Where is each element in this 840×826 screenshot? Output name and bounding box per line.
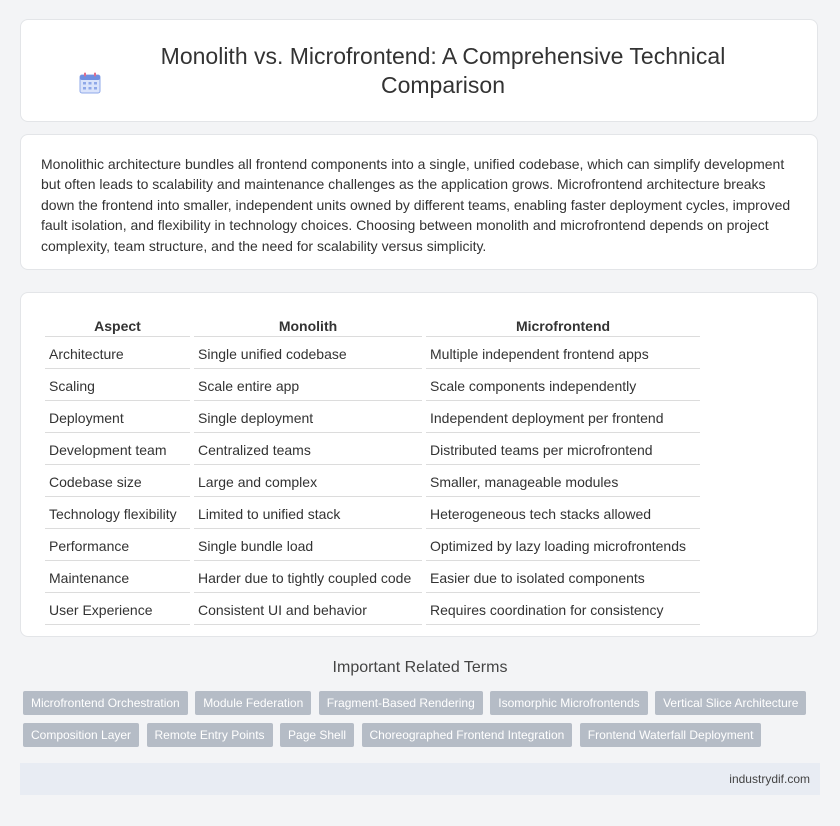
cell-aspect: Performance: [45, 531, 190, 561]
cell-microfrontend: Optimized by lazy loading microfrontends: [426, 531, 700, 561]
related-term-tag[interactable]: Vertical Slice Architecture: [655, 691, 806, 715]
table-row: [45, 467, 700, 497]
table-row: [45, 339, 700, 369]
footer: [20, 763, 820, 795]
page-title: Monolith vs. Microfrontend: A Comprehensive Technical Comparison: [160, 42, 726, 98]
cell-aspect: Architecture: [45, 339, 190, 369]
comparison-card: [20, 292, 818, 637]
title-card: [20, 19, 818, 122]
header-aspect: Aspect: [45, 315, 190, 337]
cell-monolith: Large and complex: [194, 467, 422, 497]
header-monolith: Monolith: [194, 315, 422, 337]
title-wrap: [79, 42, 759, 100]
cell-aspect: Codebase size: [45, 467, 190, 497]
cell-monolith: Consistent UI and behavior: [194, 595, 422, 625]
cell-monolith: Single deployment: [194, 403, 422, 433]
cell-microfrontend: Multiple independent frontend apps: [426, 339, 700, 369]
intro-card: [20, 134, 818, 270]
header-microfrontend: Microfrontend: [426, 315, 700, 337]
cell-aspect: Scaling: [45, 371, 190, 401]
table-row: [45, 499, 700, 529]
table-row: [45, 531, 700, 561]
cell-microfrontend: Distributed teams per microfrontend: [426, 435, 700, 465]
cell-monolith: Limited to unified stack: [194, 499, 422, 529]
related-term-tag[interactable]: Frontend Waterfall Deployment: [580, 723, 762, 747]
calendar-icon: [79, 72, 101, 94]
intro-paragraph: Monolithic architecture bundles all frontend components into a single, unified codebase, which can simplify development but often leads to scalability and maintenance challenges as the application grows. Microfrontend architecture breaks down the frontend into smaller, independent units owned by different teams, enabling faster deployment cycles, improved fault isolation, and flexibility in technology choices. Choosing between monolith and microfrontend depends on project complexity, team structure, and the need for scalability versus simplicity.: [41, 156, 791, 254]
cell-aspect: Deployment: [45, 403, 190, 433]
table-row: [45, 403, 700, 433]
table-row: [45, 371, 700, 401]
cell-monolith: Single bundle load: [194, 531, 422, 561]
cell-monolith: Single unified codebase: [194, 339, 422, 369]
related-term-tag[interactable]: Isomorphic Microfrontends: [490, 691, 647, 715]
footer-site-link[interactable]: industrydif.com: [729, 772, 810, 786]
related-terms-list: [23, 691, 823, 755]
cell-monolith: Centralized teams: [194, 435, 422, 465]
cell-microfrontend: Smaller, manageable modules: [426, 467, 700, 497]
related-term-tag[interactable]: Remote Entry Points: [147, 723, 273, 747]
cell-microfrontend: Easier due to isolated components: [426, 563, 700, 593]
comparison-table: [41, 313, 704, 627]
cell-aspect: User Experience: [45, 595, 190, 625]
cell-microfrontend: Requires coordination for consistency: [426, 595, 700, 625]
table-row: [45, 435, 700, 465]
table-header-row: [45, 315, 700, 337]
related-term-tag[interactable]: Choreographed Frontend Integration: [362, 723, 573, 747]
related-term-tag[interactable]: Page Shell: [280, 723, 354, 747]
related-term-tag[interactable]: Composition Layer: [23, 723, 139, 747]
cell-monolith: Scale entire app: [194, 371, 422, 401]
cell-monolith: Harder due to tightly coupled code: [194, 563, 422, 593]
cell-microfrontend: Scale components independently: [426, 371, 700, 401]
related-term-tag[interactable]: Fragment-Based Rendering: [319, 691, 483, 715]
related-term-tag[interactable]: Module Federation: [195, 691, 311, 715]
cell-aspect: Technology flexibility: [45, 499, 190, 529]
cell-aspect: Maintenance: [45, 563, 190, 593]
related-terms-title: Important Related Terms: [332, 659, 508, 676]
table-row: [45, 595, 700, 625]
related-term-tag[interactable]: Microfrontend Orchestration: [23, 691, 188, 715]
table-row: [45, 563, 700, 593]
cell-microfrontend: Independent deployment per frontend: [426, 403, 700, 433]
cell-microfrontend: Heterogeneous tech stacks allowed: [426, 499, 700, 529]
cell-aspect: Development team: [45, 435, 190, 465]
